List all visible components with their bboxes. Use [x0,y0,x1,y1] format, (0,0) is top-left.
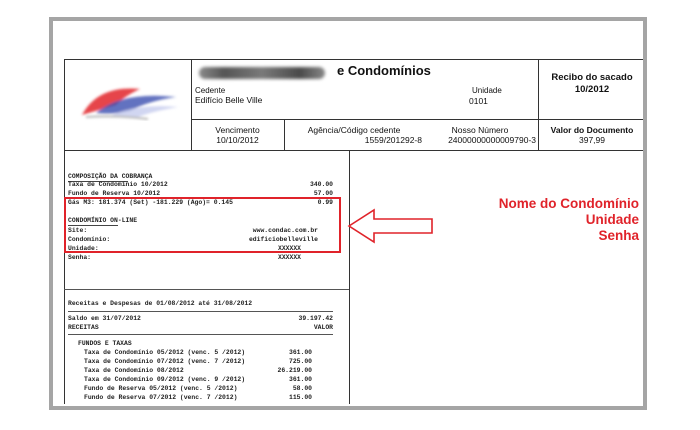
statement-title: Receitas e Despesas de 01/08/2012 até 31/08/2012 [68,300,253,307]
statement-item: Taxa de Condomínio 08/2012 26.219.00 [84,367,312,374]
valor-documento-label: Valor do Documento [550,125,634,135]
receitas-header: RECEITAS VALOR [68,324,333,331]
online-credentials-highlight [64,197,341,253]
document-frame [49,17,647,410]
statement-item: Taxa de Condomínio 07/2012 (venc. 7 /2012) 725.00 [84,358,312,365]
composition-title: COMPOSIÇÃO DA COBRANÇA [68,173,153,180]
online-row: Unidade: XXXXXX [68,245,301,252]
composition-row: Taxa de Condomínio 10/2012 340.00 [68,181,333,188]
annotation-line-senha: Senha [598,228,639,243]
vencimento-value: 10/10/2012 [216,135,259,145]
annotation-text [439,196,639,244]
unidade-label: Unidade [472,86,502,95]
unidade-value: 0101 [469,96,488,106]
annotation-line-unidade: Unidade [585,212,639,227]
composition-row: Gás M3: 181.374 (Set) -181.229 (Ago)= 0.145 0.99 [68,199,333,206]
online-row: Site: www.condac.com.br [68,227,318,234]
online-title: CONDOMÍNIO ON-LINE [68,217,138,224]
statement-item: Taxa de Condomínio 09/2012 (venc. 9 /2012) 361.00 [84,376,312,383]
recibo-value: 10/2012 [574,84,610,95]
cedente-value: Edifício Belle Ville [195,95,263,105]
recibo-label: Recibo do sacado [551,72,633,83]
agencia-value: 1559/201292-8 [364,135,422,145]
statement-item: Fundo de Reserva 05/2012 (venc. 5 /2012) 58.00 [84,385,312,392]
redacted-company-name [199,67,325,79]
online-row: Senha: XXXXXX [68,254,301,261]
cedente-label: Cedente [195,86,226,95]
agencia-label: Agência/Código cedente [307,125,401,135]
bank-slip [64,59,647,404]
fundos-label: FUNDOS E TAXAS [78,340,132,347]
statement-item: Taxa de Condomínio 05/2012 (venc. 5 /2012) 361.00 [84,349,312,356]
bank-logo [78,79,182,121]
online-row: Condomínio: edificiobelleville [68,236,318,243]
annotation-line-condominio: Nome do Condomínio [498,196,639,211]
vencimento-label: Vencimento [215,125,260,135]
nosso-numero-label: Nosso Número [451,125,509,135]
nosso-numero-value: 24000000000009790-3 [448,135,536,145]
statement-item: Fundo de Reserva 07/2012 (venc. 7 /2012) 115.00 [84,394,312,401]
arrow-left-icon [346,206,436,246]
saldo-row: Saldo em 31/07/2012 39.197.42 [68,315,333,322]
composition-row: Fundo de Reserva 10/2012 57.00 [68,190,333,197]
valor-documento-value: 397,99 [579,135,605,145]
company-title: e Condomínios [337,63,431,78]
